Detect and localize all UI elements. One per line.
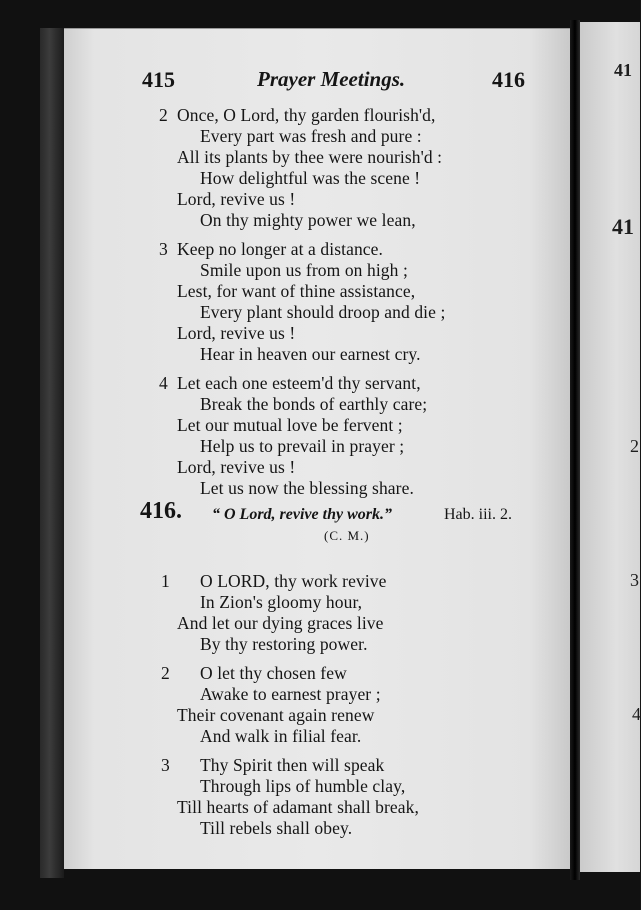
scripture-reference: Hab. iii. 2.: [444, 506, 512, 523]
adjacent-page-fragment: 2: [630, 436, 639, 456]
verse-line: Every plant should droop and die ;: [200, 302, 446, 322]
adjacent-page-fragment: 41: [614, 60, 632, 80]
verse-line: O let thy chosen few: [200, 663, 347, 683]
verse-number: 2: [159, 105, 168, 125]
verse-line: And let our dying graces live: [177, 613, 384, 633]
hymn-meter: (C. M.): [324, 528, 370, 543]
book-page: [64, 28, 570, 869]
verse-line: Thy Spirit then will speak: [200, 755, 385, 775]
adjacent-page-fragment: 3: [630, 570, 639, 590]
running-title: Prayer Meetings.: [257, 67, 406, 91]
verse-line: Till hearts of adamant shall break,: [177, 797, 419, 817]
verse-line: Their covenant again renew: [177, 705, 375, 725]
verse-line: Awake to earnest prayer ;: [200, 684, 381, 704]
page-number-right: 416: [492, 67, 525, 92]
verse-line: Lord, revive us !: [177, 457, 296, 477]
verse-line: Till rebels shall obey.: [200, 818, 353, 838]
running-head: [64, 67, 570, 97]
verse-line: Hear in heaven our earnest cry.: [200, 344, 421, 364]
verse-line: Once, O Lord, thy garden flourish'd,: [177, 105, 436, 125]
verse-number: 2: [161, 663, 170, 683]
page-number-left: 415: [142, 67, 175, 92]
adjacent-page-fragment: 41: [612, 214, 634, 239]
verse-number: 3: [161, 755, 170, 775]
verse-line: Let our mutual love be fervent ;: [177, 415, 403, 435]
verse-line: Let each one esteem'd thy servant,: [177, 373, 421, 393]
verse-line: Help us to prevail in prayer ;: [200, 436, 405, 456]
verse-line: Lord, revive us !: [177, 189, 296, 209]
verse-line: And walk in filial fear.: [200, 726, 362, 746]
verse-number: 3: [159, 239, 168, 259]
adjacent-page-edge: [580, 22, 640, 872]
verse-line: On thy mighty power we lean,: [200, 210, 416, 230]
adjacent-page-fragment: 4: [632, 704, 641, 724]
verse-line: Smile upon us from on high ;: [200, 260, 408, 280]
verse-number: 4: [159, 373, 168, 393]
verse-line: How delightful was the scene !: [200, 168, 421, 188]
verse-line: Let us now the blessing share.: [200, 478, 414, 498]
verse-line: Break the bonds of earthly care;: [200, 394, 428, 414]
verse-line: O LORD, thy work revive: [200, 571, 387, 591]
hymn-title: “ O Lord, revive thy work.”: [212, 506, 392, 523]
verse-line: Lest, for want of thine assistance,: [177, 281, 416, 301]
verse-line: All its plants by thee were nourish'd :: [177, 147, 443, 167]
verse-line: Every part was fresh and pure :: [200, 126, 422, 146]
book-binding: [40, 28, 64, 878]
verse-number: 1: [161, 571, 170, 591]
verse-line: By thy restoring power.: [200, 634, 368, 654]
verse-line: In Zion's gloomy hour,: [200, 592, 363, 612]
page-gutter: [570, 20, 580, 880]
verse-line: Lord, revive us !: [177, 323, 296, 343]
hymn-number: 416.: [140, 498, 182, 524]
verse-line: Keep no longer at a distance.: [177, 239, 384, 259]
verse-line: Through lips of humble clay,: [200, 776, 406, 796]
